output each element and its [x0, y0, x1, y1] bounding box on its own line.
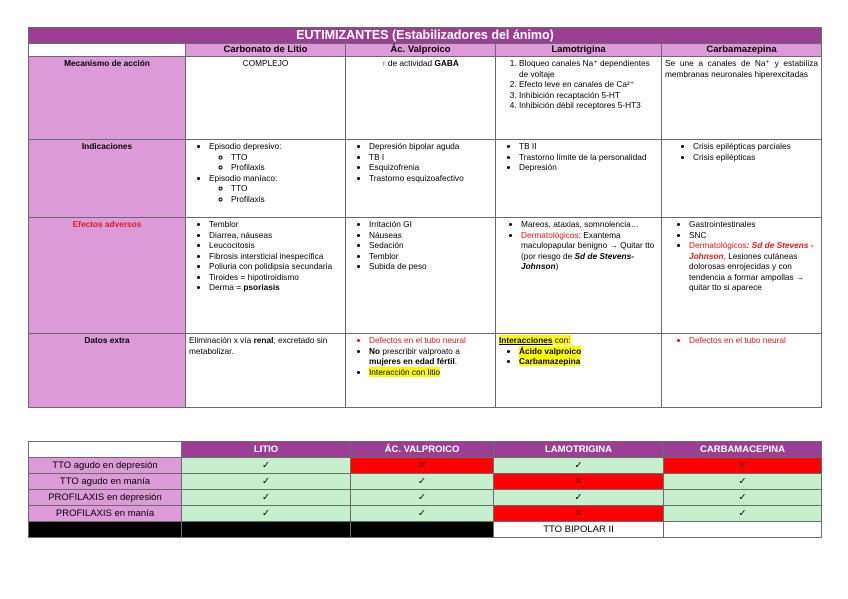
col-header-lamotrigina: LAMOTRIGINA: [494, 442, 664, 458]
list-item: • Defectos en el tubo neural: [369, 335, 492, 346]
list-item: • Episodio maníaco: ◦ TTO ◦ Profilaxis: [209, 173, 342, 205]
list-item: 2. Efecto leve en canales de Ca²⁺: [519, 79, 658, 90]
list-item: • Depresión: [519, 162, 658, 173]
cell-indications-litio: [186, 140, 346, 218]
list-item: • Episodio depresivo: ◦ TTO ◦ Profilaxis: [209, 141, 342, 173]
black-cell: [351, 522, 494, 538]
list-item: • Crisis epilépticas: [693, 152, 818, 163]
list-item: • Leucocitosis: [209, 240, 342, 251]
check-icon: ✓: [351, 490, 494, 506]
col-header-carbamazepina: Carbamazepina: [662, 44, 822, 57]
list-item: • Derma = psoriasis: [209, 282, 342, 293]
cross-icon: ✕: [351, 458, 494, 474]
list-item: • Poliuria con polidipsia secundaria: [209, 261, 342, 272]
list-item: 4. Inhibición débil receptores 5-HT3: [519, 100, 658, 111]
list-item: • TB II: [519, 141, 658, 152]
list-item: • Depresión bipolar aguda: [369, 141, 492, 152]
list-item: • Temblor: [369, 251, 492, 262]
cell-extra-litio: Eliminación x vía renal, excretado sin metabolizar.: [186, 334, 346, 408]
check-icon: ✓: [182, 474, 351, 490]
list-item: • No prescribir valproato a mujeres en edad fértil.: [369, 346, 492, 367]
corner-cell: [29, 44, 186, 57]
list-item: • Defectos en el tubo neural: [689, 335, 818, 346]
check-icon: ✓: [182, 458, 351, 474]
list-item: • Sedación: [369, 240, 492, 251]
corner-cell: [29, 442, 182, 458]
table-row: [29, 490, 822, 506]
col-header-litio: LITIO: [182, 442, 351, 458]
row-label-adverse: Efectos adversos: [29, 218, 186, 334]
list-item: ◦ Profilaxis: [231, 194, 342, 205]
table-row: [29, 522, 822, 538]
list-item: ◦ TTO: [231, 183, 342, 194]
cell-mechanism-litio: COMPLEJO: [186, 57, 346, 140]
black-cell: [29, 522, 182, 538]
cell-mechanism-valproico: ↑ de actividad GABA: [346, 57, 496, 140]
list-item: 1. Bloqueo canales Na⁺ dependientes de voltaje: [519, 58, 658, 79]
empty-cell: [664, 522, 822, 538]
cell-adverse-carbamazepina: [662, 218, 822, 334]
col-header-litio: Carbonato de Litio: [186, 44, 346, 57]
list-item: • Carbamazepina: [519, 356, 658, 367]
list-item: • Trastorno esquizoafectivo: [369, 173, 492, 184]
check-icon: ✓: [351, 506, 494, 522]
row-label-indications: Indicaciones: [29, 140, 186, 218]
up-arrow-icon: ↑: [382, 61, 386, 68]
check-icon: ✓: [494, 490, 664, 506]
cross-icon: ✕: [494, 474, 664, 490]
list-item: • Ácido valproico: [519, 346, 658, 357]
list-item: 3. Inhibición recaptación 5-HT: [519, 90, 658, 101]
cell-adverse-litio: [186, 218, 346, 334]
check-icon: ✓: [494, 458, 664, 474]
list-item: • SNC: [689, 230, 818, 241]
footer-note: TTO BIPOLAR II: [494, 522, 664, 538]
col-header-valproico: Ác. Valproico: [346, 44, 496, 57]
row-label: PROFILAXIS en depresión: [29, 490, 182, 506]
list-item: ◦ Profilaxis: [231, 162, 342, 173]
list-item: • Tiroides = hipotiroidismo: [209, 272, 342, 283]
table-row: [29, 506, 822, 522]
check-icon: ✓: [351, 474, 494, 490]
check-icon: ✓: [182, 490, 351, 506]
black-cell: [182, 522, 351, 538]
cell-indications-lamotrigina: [496, 140, 662, 218]
cell-indications-valproico: [346, 140, 496, 218]
row-label-extra: Datos extra: [29, 334, 186, 408]
list-item: • Diarrea, náuseas: [209, 230, 342, 241]
cross-icon: ✕: [664, 458, 822, 474]
cell-adverse-lamotrigina: [496, 218, 662, 334]
table-title: EUTIMIZANTES (Estabilizadores del ánimo): [29, 28, 822, 44]
list-item: • Subida de peso: [369, 261, 492, 272]
row-label: PROFILAXIS en manía: [29, 506, 182, 522]
list-item: • Gastrointestinales: [689, 219, 818, 230]
list-item: • Interacción con litio: [369, 367, 492, 378]
col-header-valproico: ÁC. VALPROICO: [351, 442, 494, 458]
cell-indications-carbamazepina: [662, 140, 822, 218]
col-header-lamotrigina: Lamotrigina: [496, 44, 662, 57]
table-row: [29, 458, 822, 474]
check-icon: ✓: [664, 474, 822, 490]
cell-extra-valproico: [346, 334, 496, 408]
row-label-mechanism: Mecanismo de acción: [29, 57, 186, 140]
check-icon: ✓: [182, 506, 351, 522]
cell-mechanism-lamotrigina: [496, 57, 662, 140]
row-label: TTO agudo en depresión: [29, 458, 182, 474]
list-item: • Esquizofrenia: [369, 162, 492, 173]
list-item: • Dermatológicos: Sd de Stevens - Johnson, Lesiones cutáneas dolorosas enrojecidas y con tendencia a formar ampollas → quitar tto si aparece: [689, 240, 818, 293]
col-header-carbamacepina: CARBAMACEPINA: [664, 442, 822, 458]
eutimizantes-table: [28, 27, 822, 408]
summary-table: [28, 441, 822, 538]
table-row: [29, 474, 822, 490]
list-item: • Dermatológicos: Exantema maculopapular benigno → Quitar tto (por riesgo de Sd de Stevens-Johnson): [521, 230, 658, 272]
list-item: • Crisis epilépticas parciales: [693, 141, 818, 152]
list-item: ◦ TTO: [231, 152, 342, 163]
list-item: • Mareos, ataxias, somnolencia…: [521, 219, 658, 230]
check-icon: ✓: [664, 506, 822, 522]
cell-mechanism-carbamazepina: Se une a canales de Na⁺ y estabiliza membranas neuronales hiperexcitadas: [662, 57, 822, 140]
list-item: • Irritación GI: [369, 219, 492, 230]
list-item: • TB I: [369, 152, 492, 163]
cell-extra-carbamazepina: [662, 334, 822, 408]
cell-adverse-valproico: [346, 218, 496, 334]
cross-icon: ✕: [494, 506, 664, 522]
check-icon: ✓: [664, 490, 822, 506]
list-item: • Temblor: [209, 219, 342, 230]
list-item: • Náuseas: [369, 230, 492, 241]
list-item: • Fibrosis intersticial inespecífica: [209, 251, 342, 262]
cell-extra-lamotrigina: Interacciones con: • Ácido valproico • Carbamazepina: [496, 334, 662, 408]
list-item: • Trastorno límite de la personalidad: [519, 152, 658, 163]
row-label: TTO agudo en manía: [29, 474, 182, 490]
